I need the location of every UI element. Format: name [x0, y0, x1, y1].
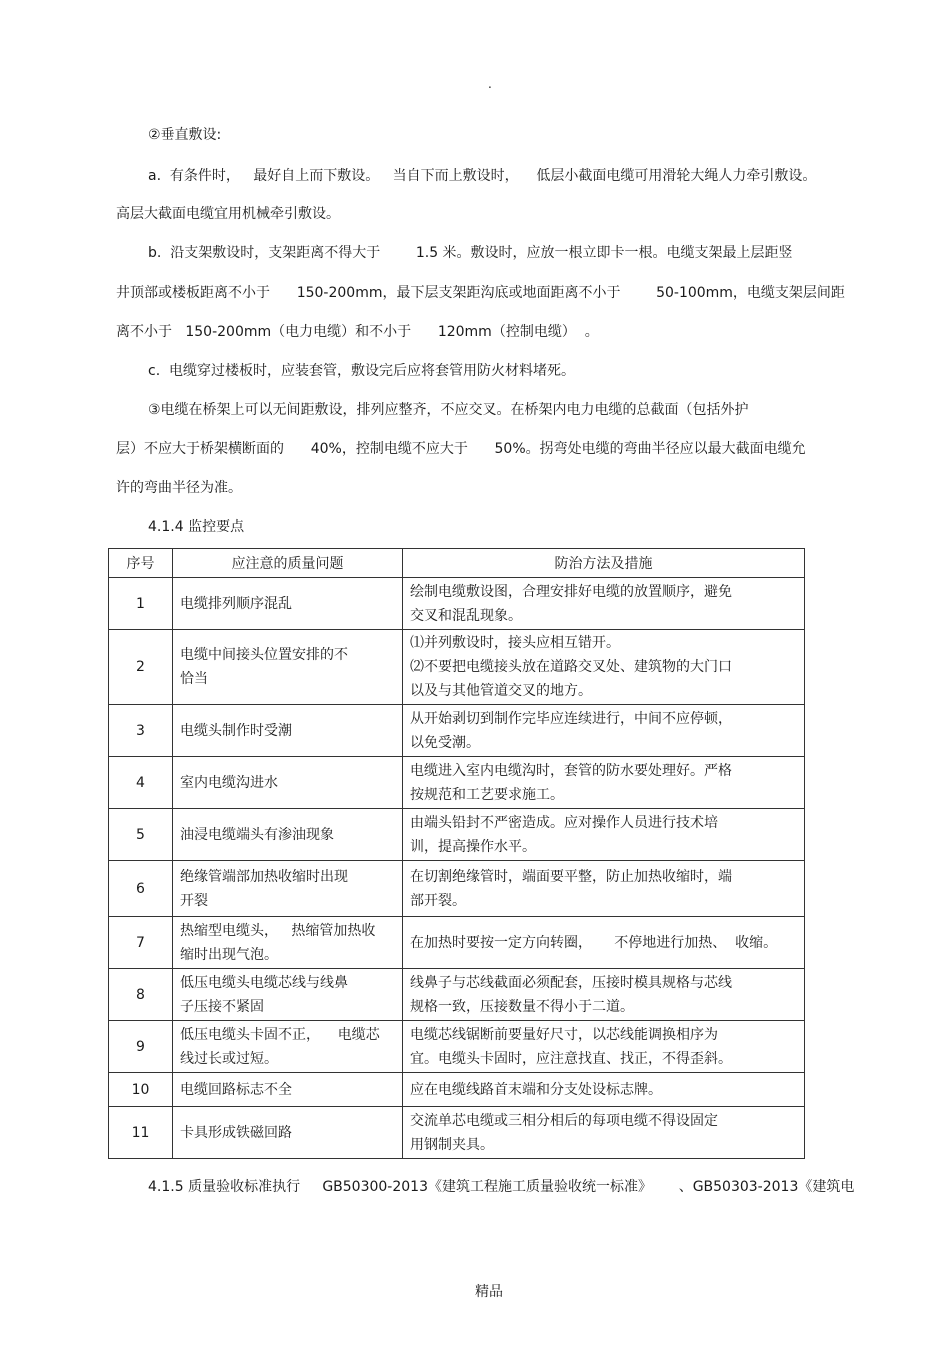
measure-line: 按规范和工艺要求施工。: [410, 786, 564, 803]
row-measure: [403, 1021, 805, 1073]
row-issue: [173, 969, 403, 1021]
measure-line: 宜。电缆头卡固时，应注意找直、找正，不得歪斜。: [410, 1050, 732, 1067]
row-measure: [403, 578, 805, 630]
para-line-1: ②垂直敷设:: [148, 127, 222, 143]
row-measure: [403, 809, 805, 861]
issue-line: 电缆头制作时受潮: [180, 722, 292, 739]
issue-line: 油浸电缆端头有渗油现象: [180, 826, 334, 843]
row-measure: [403, 1073, 805, 1107]
bottom-line: 4.1.5 质量验收标准执行 GB50300-2013《建筑工程施工质量验收统一标准》 、GB50303-2013《建筑电: [148, 1179, 855, 1195]
measure-line: 交叉和混乱现象。: [410, 607, 522, 624]
table-row: [109, 969, 805, 1021]
para-line-10: 许的弯曲半径为准。: [116, 480, 242, 496]
measure-line: ⑵不要把电缆接头放在道路交叉处、建筑物的大门口: [410, 659, 732, 675]
row-issue: [173, 1021, 403, 1073]
row-number: 4: [109, 757, 173, 809]
para-line-4: b. 沿支架敷设时，支架距离不得大于 1.5 米。敷设时，应放一根立即卡一根。电缆支架最上层距竖: [148, 245, 793, 261]
table-row: [109, 630, 805, 705]
measure-line: 在切割绝缘管时，端面要平整，防止加热收缩时，端: [410, 868, 732, 885]
para-line-7: c. 电缆穿过楼板时，应装套管，敷设完后应将套管用防火材料堵死。: [148, 363, 576, 379]
table-row: [109, 1021, 805, 1073]
row-issue: [173, 1107, 403, 1159]
table-row: [109, 1107, 805, 1159]
measure-line: 在加热时要按一定方向转圈， 不停地进行加热、 收缩。: [410, 934, 778, 951]
row-issue: [173, 705, 403, 757]
issue-line: 缩时出现气泡。: [180, 946, 278, 963]
row-measure: [403, 757, 805, 809]
issue-line: 电缆排列顺序混乱: [180, 595, 292, 612]
issue-line: 低压电缆头卡固不正， 电缆芯: [180, 1026, 380, 1043]
row-measure: [403, 969, 805, 1021]
row-issue: [173, 917, 403, 969]
table-row: [109, 578, 805, 630]
row-number: 6: [109, 861, 173, 917]
row-number: 7: [109, 917, 173, 969]
row-measure: [403, 1107, 805, 1159]
issue-line: 电缆回路标志不全: [180, 1081, 292, 1098]
row-number: 8: [109, 969, 173, 1021]
issue-line: 线过长或过短。: [180, 1050, 278, 1067]
table-header-row: [109, 549, 805, 578]
row-number: 3: [109, 705, 173, 757]
row-measure: [403, 630, 805, 705]
measure-line: 交流单芯电缆或三相分相后的每项电缆不得设固定: [410, 1112, 718, 1129]
table-row: [109, 809, 805, 861]
row-number: 11: [109, 1107, 173, 1159]
row-issue: [173, 757, 403, 809]
measure-line: 部开裂。: [410, 892, 466, 909]
table-row: [109, 917, 805, 969]
issue-line: 恰当: [180, 671, 208, 687]
measure-line: 电缆进入室内电缆沟时，套管的防水要处理好。严格: [410, 762, 732, 779]
issue-line: 热缩型电缆头， 热缩管加热收: [180, 922, 376, 939]
issue-line: 开裂: [180, 892, 208, 909]
issue-line: 绝缘管端部加热收缩时出现: [180, 868, 348, 885]
table-row: [109, 1073, 805, 1107]
quality-table: [108, 548, 805, 1159]
measure-line: 线鼻子与芯线截面必须配套，压接时模具规格与芯线: [410, 974, 732, 991]
section-title: 4.1.4 监控要点: [148, 519, 245, 535]
row-issue: [173, 861, 403, 917]
table-row: [109, 705, 805, 757]
para-line-9: 层）不应大于桥架横断面的 40%，控制电缆不应大于 50%。拐弯处电缆的弯曲半径应以最大截面电缆允: [116, 441, 806, 457]
measure-line: 由端头铅封不严密造成。应对操作人员进行技术培: [410, 814, 718, 831]
measure-line: 以免受潮。: [410, 734, 480, 751]
measure-line: 规格一致，压接数量不得小于二道。: [410, 998, 634, 1015]
row-number: 9: [109, 1021, 173, 1073]
row-number: 2: [109, 630, 173, 705]
row-issue: [173, 630, 403, 705]
measure-line: 用钢制夹具。: [410, 1136, 494, 1153]
measure-line: 电缆芯线锯断前要量好尺寸，以芯线能调换相序为: [410, 1026, 718, 1043]
row-measure: [403, 705, 805, 757]
measure-line: ⑴并列敷设时，接头应相互错开。: [410, 635, 620, 651]
issue-line: 室内电缆沟进水: [180, 774, 278, 791]
issue-line: 子压接不紧固: [180, 998, 264, 1015]
table-row: [109, 757, 805, 809]
header-measure: 防治方法及措施: [403, 549, 805, 578]
measure-line: 训，提高操作水平。: [410, 838, 536, 855]
row-measure: [403, 861, 805, 917]
issue-line: 低压电缆头电缆芯线与线鼻: [180, 974, 348, 991]
para-line-6: 离不小于 150-200mm（电力电缆）和不小于 120mm（控制电缆） 。: [116, 324, 599, 340]
page-footer: 精品: [475, 1284, 503, 1300]
header-mark: .: [488, 77, 492, 91]
para-line-2: a. 有条件时， 最好自上而下敷设。 当自下而上敷设时， 低层小截面电缆可用滑轮大绳人力牵引敷设。: [148, 168, 817, 184]
row-issue: [173, 1073, 403, 1107]
issue-line: 电缆中间接头位置安排的不: [180, 647, 348, 663]
table-row: [109, 861, 805, 917]
row-measure: [403, 917, 805, 969]
row-issue: [173, 809, 403, 861]
para-line-3: 高层大截面电缆宜用机械牵引敷设。: [116, 206, 340, 222]
header-issue: 应注意的质量问题: [173, 549, 403, 578]
measure-line: 从开始剥切到制作完毕应连续进行，中间不应停顿，: [410, 710, 732, 727]
para-line-8: ③电缆在桥架上可以无间距敷设，排列应整齐，不应交叉。在桥架内电力电缆的总截面（包括外护: [148, 402, 749, 418]
row-number: 1: [109, 578, 173, 630]
measure-line: 应在电缆线路首末端和分支处设标志牌。: [410, 1081, 662, 1098]
row-number: 10: [109, 1073, 173, 1107]
issue-line: 卡具形成铁磁回路: [180, 1124, 292, 1141]
measure-line: 绘制电缆敷设图，合理安排好电缆的放置顺序，避免: [410, 583, 732, 600]
row-issue: [173, 578, 403, 630]
row-number: 5: [109, 809, 173, 861]
measure-line: 以及与其他管道交叉的地方。: [410, 683, 592, 699]
header-no: 序号: [109, 549, 173, 578]
para-line-5: 井顶部或楼板距离不小于 150-200mm，最下层支架距沟底或地面距离不小于 50-100mm，电缆支架层间距: [116, 285, 845, 301]
